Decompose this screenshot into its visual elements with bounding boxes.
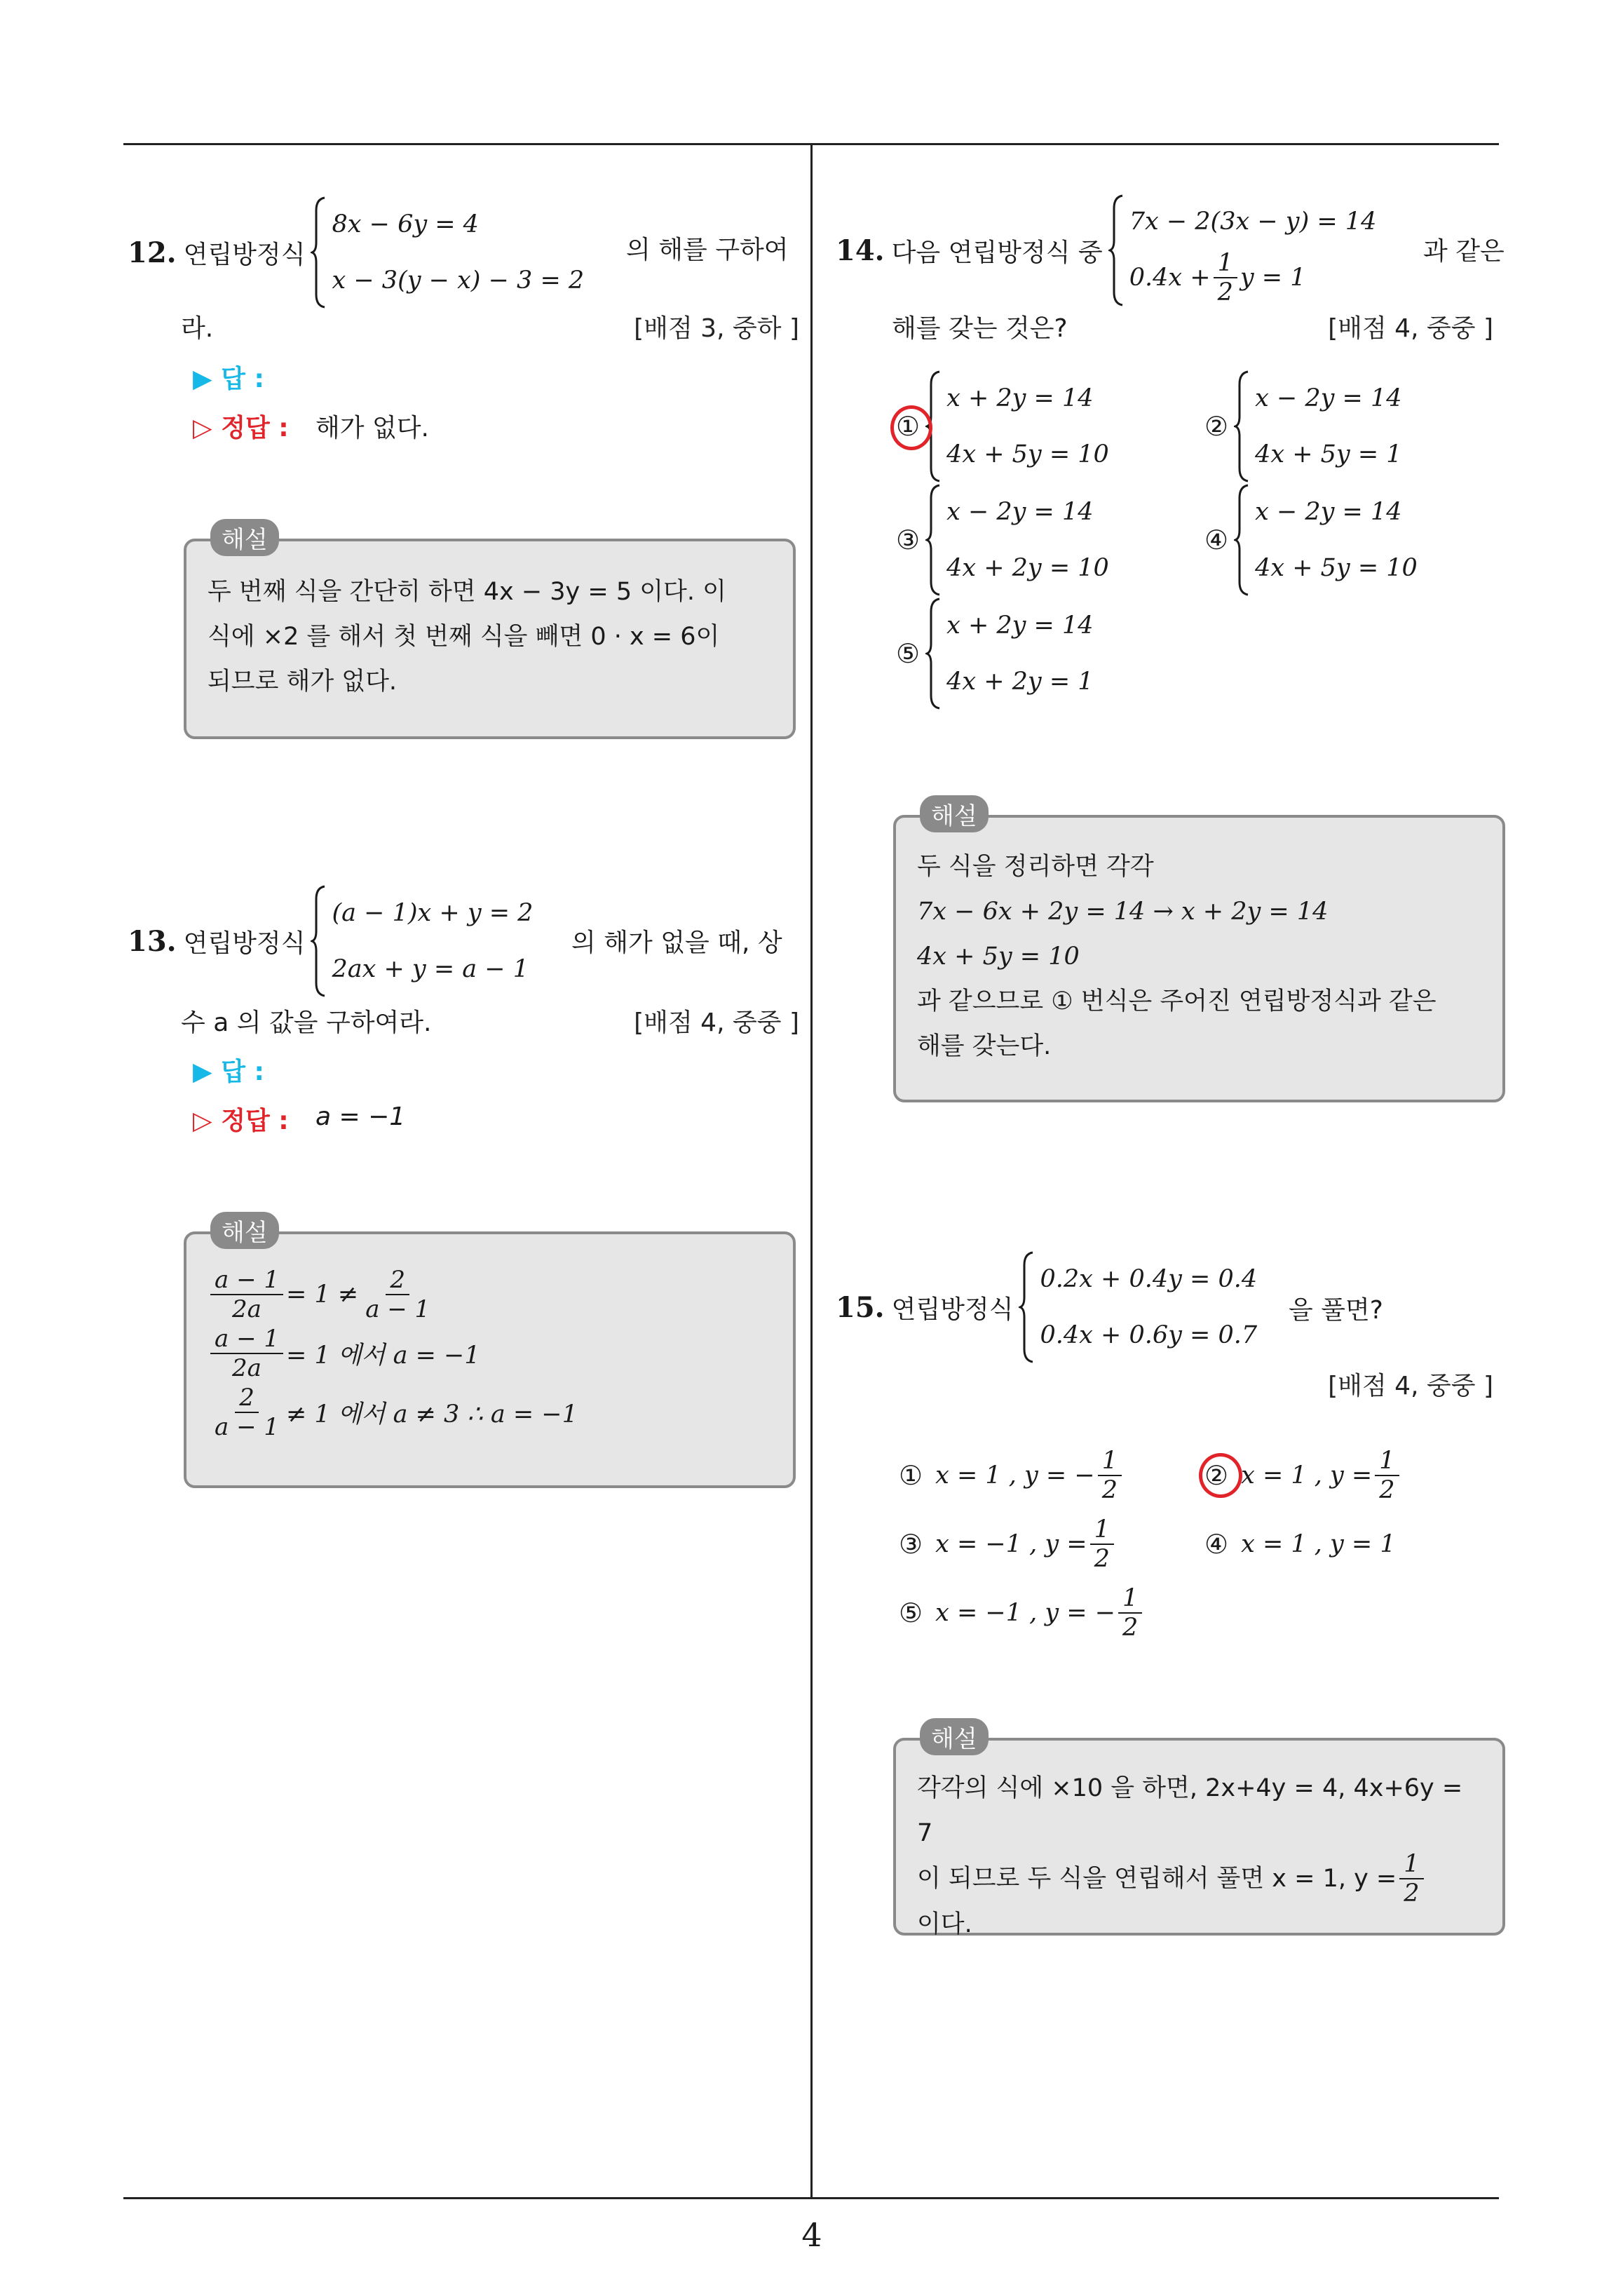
q12-explanation-box — [184, 539, 796, 739]
q15-option-den: 2 — [1379, 1476, 1395, 1504]
q15-option-num: 1 — [1090, 1515, 1114, 1545]
q15-option-1[interactable] — [899, 1443, 1125, 1508]
q12-system — [311, 196, 584, 309]
bottom-rule — [123, 2197, 1499, 2199]
q14-eq2-post: y = 1 — [1240, 264, 1306, 292]
q14-system — [1108, 194, 1377, 306]
q15-option-text: x = 1 , y = − — [935, 1461, 1095, 1490]
q13-number: 13. — [128, 924, 177, 958]
q14-option-5[interactable] — [896, 597, 1099, 710]
q14-option-3[interactable] — [896, 484, 1115, 596]
q14-option-eq: x + 2y = 14 — [946, 612, 1094, 640]
q13-explain-text: = 1 ≠ — [286, 1281, 359, 1309]
brace-icon — [1234, 484, 1251, 596]
q14-explanation-tag: 해설 — [920, 795, 989, 832]
q13-frac-den: a − 1 — [215, 1413, 280, 1441]
q14-eq1: 7x − 2(3x − y) = 14 — [1129, 208, 1377, 236]
q14-eq2-pre: 0.4x + — [1129, 264, 1211, 292]
q12-tail: 의 해를 구하여 — [626, 236, 789, 264]
q12-number: 12. — [128, 236, 177, 269]
q13-tail2: 수 a 의 값을 구하여라. — [181, 1008, 432, 1037]
brace-icon — [311, 885, 327, 997]
q15-option-number: ④ — [1204, 1529, 1229, 1560]
q14-eq2-den: 2 — [1217, 278, 1233, 306]
q13-explain-text: = 1 에서 a = −1 — [286, 1342, 480, 1370]
q15-system — [1019, 1251, 1257, 1363]
q12-explanation-tag: 해설 — [210, 519, 279, 556]
q14-explain-line: 해를 갖는다. — [917, 1032, 1052, 1060]
q14-stem — [836, 191, 1382, 310]
q14-option-eq: 4x + 5y = 10 — [1255, 554, 1418, 582]
q15-tail: 을 풀면? — [1289, 1296, 1383, 1325]
page-number: 4 — [801, 2216, 822, 2254]
q15-option-den: 2 — [1122, 1614, 1139, 1642]
q12-meta: [배점 3, 중하 ] — [634, 314, 799, 343]
q13-frac-num: a − 1 — [210, 1325, 283, 1354]
q13-frac-num: 2 — [235, 1384, 259, 1413]
q13-stem — [128, 885, 538, 997]
q14-option-eq: x − 2y = 14 — [1255, 384, 1402, 412]
q12-explain-line: 식에 ×2 를 해서 첫 번째 식을 빼면 0 · x = 6이 — [208, 623, 720, 651]
q15-option-num: 1 — [1375, 1447, 1399, 1476]
q13-lead: 연립방정식 — [183, 928, 306, 958]
q15-option-number: ③ — [899, 1529, 923, 1560]
q14-option-2[interactable] — [1204, 370, 1408, 482]
q15-explain-den: 2 — [1404, 1879, 1420, 1907]
q13-correct-value: a = −1 — [315, 1102, 406, 1131]
q15-explain-line: 이 되므로 두 식을 연립해서 풀면 x = 1, y = — [917, 1865, 1397, 1893]
q13-eq1: (a − 1)x + y = 2 — [332, 899, 534, 927]
q14-option-eq: x − 2y = 14 — [946, 498, 1094, 526]
q14-explain-line: 7x − 6x + 2y = 14 → x + 2y = 14 — [917, 898, 1329, 926]
q15-option-text: x = 1 , y = 1 — [1241, 1530, 1396, 1558]
q15-option-number: ② — [1204, 1460, 1229, 1491]
q15-option-4[interactable] — [1204, 1512, 1396, 1576]
q15-option-3[interactable] — [899, 1512, 1117, 1576]
q12-explain-line: 되므로 해가 없다. — [208, 668, 398, 696]
q14-eq2-num: 1 — [1214, 249, 1237, 278]
q14-tail: 과 같은 — [1423, 237, 1505, 266]
q15-eq1: 0.2x + 0.4y = 0.4 — [1040, 1265, 1258, 1293]
q14-option-eq: 4x + 5y = 1 — [1255, 440, 1402, 468]
q13-frac-den: a − 1 — [365, 1295, 430, 1323]
answer-circle-mark — [890, 405, 932, 450]
brace-icon — [1108, 194, 1125, 306]
q13-frac-num: 2 — [386, 1266, 409, 1295]
q15-lead: 연립방정식 — [891, 1295, 1014, 1324]
q15-explanation-box — [893, 1738, 1505, 1936]
q13-eq2: 2ax + y = a − 1 — [332, 955, 529, 983]
q14-option-eq: x − 2y = 14 — [1255, 498, 1402, 526]
q14-tail2: 해를 갖는 것은? — [892, 314, 1068, 343]
q14-explain-line: 두 식을 정리하면 각각 — [917, 853, 1154, 881]
brace-icon — [1234, 370, 1251, 482]
q15-option-text: x = 1 , y = — [1241, 1461, 1373, 1490]
q14-option-4[interactable] — [1204, 484, 1423, 596]
brace-icon — [311, 196, 327, 309]
q14-explain-line: 4x + 5y = 10 — [917, 943, 1080, 971]
q15-option-number: ⑤ — [899, 1598, 923, 1628]
q13-explanation-box — [184, 1231, 796, 1488]
q13-system — [311, 885, 533, 997]
column-divider — [810, 143, 813, 2198]
q15-explain-line: 이다. — [917, 1910, 972, 1938]
q14-option-number: ② — [1204, 411, 1229, 442]
q12-correct-value: 해가 없다. — [315, 414, 429, 443]
q15-option-num: 1 — [1098, 1447, 1122, 1476]
brace-icon — [925, 484, 942, 596]
q14-option-number: ③ — [896, 525, 921, 555]
q14-explanation-box — [893, 815, 1505, 1102]
brace-icon — [925, 597, 942, 710]
q13-explain-text: ≠ 1 에서 a ≠ 3 ∴ a = −1 — [286, 1400, 578, 1429]
q13-tail: 의 해가 없을 때, 상 — [571, 928, 782, 957]
q12-tail2: 라. — [181, 314, 214, 343]
q15-stem — [836, 1251, 1263, 1363]
q14-option-number: ⑤ — [896, 638, 921, 669]
q15-meta: [배점 4, 중중 ] — [1328, 1372, 1493, 1400]
q13-correct-label: ▷ 정답 : — [193, 1107, 289, 1135]
q15-explain-line: 각각의 식에 ×10 을 하면, 2x+4y = 4, 4x+6y = 7 — [917, 1774, 1463, 1847]
q13-frac-num: a − 1 — [210, 1266, 283, 1295]
q15-explanation-tag: 해설 — [920, 1718, 989, 1755]
q13-meta: [배점 4, 중중 ] — [634, 1008, 799, 1037]
q15-option-den: 2 — [1101, 1476, 1118, 1504]
q12-correct-label: ▷ 정답 : — [193, 414, 289, 443]
q15-eq2: 0.4x + 0.6y = 0.7 — [1040, 1321, 1258, 1349]
q14-explain-line: 과 같으므로 ① 번식은 주어진 연립방정식과 같은 — [917, 987, 1437, 1015]
q15-option-text: x = −1 , y = − — [935, 1599, 1116, 1627]
q15-option-num: 1 — [1118, 1584, 1142, 1614]
q12-stem — [128, 196, 590, 309]
answer-circle-mark — [1199, 1453, 1242, 1498]
q13-answer-label: ▶ 답 : — [193, 1058, 264, 1086]
q12-eq1: 8x − 6y = 4 — [332, 210, 479, 238]
q15-number: 15. — [836, 1290, 885, 1324]
q13-explanation-tag: 해설 — [210, 1212, 279, 1249]
q14-option-eq: 4x + 5y = 10 — [946, 440, 1109, 468]
q14-meta: [배점 4, 중중 ] — [1328, 314, 1493, 343]
q15-option-text: x = −1 , y = — [935, 1530, 1087, 1558]
q14-option-eq: 4x + 2y = 10 — [946, 554, 1109, 582]
q15-option-5[interactable] — [899, 1581, 1145, 1645]
q14-option-number: ④ — [1204, 525, 1229, 555]
brace-icon — [1019, 1251, 1035, 1363]
q14-option-eq: 4x + 2y = 1 — [946, 668, 1094, 696]
q13-frac-den: 2a — [232, 1295, 262, 1323]
q14-number: 14. — [836, 234, 885, 267]
q15-explain-num: 1 — [1399, 1850, 1423, 1879]
q14-lead: 다음 연립방정식 중 — [891, 238, 1103, 267]
q14-option-eq: x + 2y = 14 — [946, 384, 1094, 412]
q12-answer-label: ▶ 답 : — [193, 365, 264, 393]
q14-option-number: ① — [896, 411, 921, 442]
q12-explain-line: 두 번째 식을 간단히 하면 4x − 3y = 5 이다. 이 — [208, 578, 726, 606]
q15-option-den: 2 — [1094, 1545, 1110, 1573]
q12-eq2: x − 3(y − x) − 3 = 2 — [332, 266, 585, 295]
q13-frac-den: 2a — [232, 1354, 262, 1382]
q12-lead: 연립방정식 — [183, 240, 306, 269]
q15-option-number: ① — [899, 1460, 923, 1491]
